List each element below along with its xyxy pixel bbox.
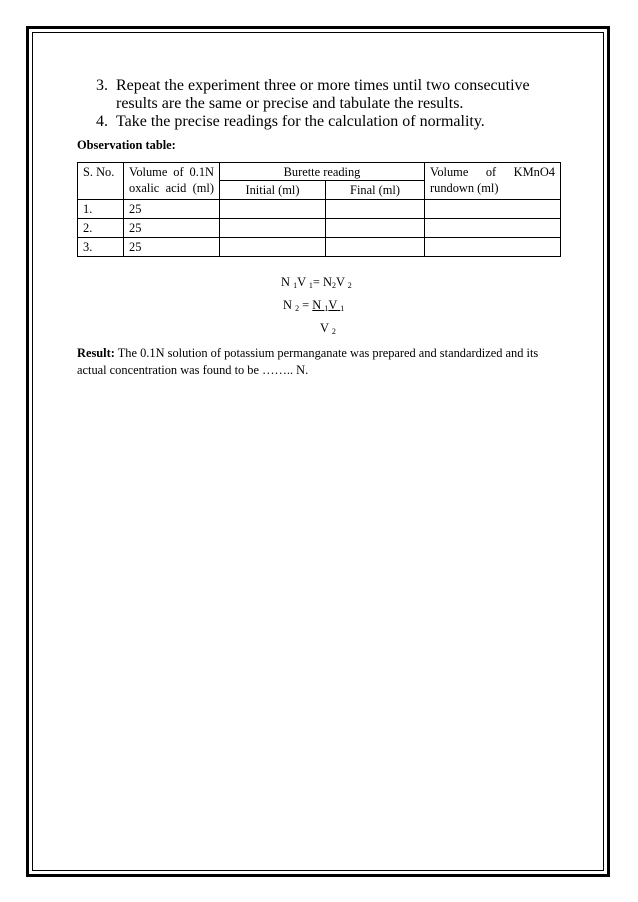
- header-sno: S. No.: [78, 163, 124, 200]
- cell-volume: 25: [124, 219, 220, 238]
- cell-final: [326, 219, 425, 238]
- cell-sno: 3.: [78, 238, 124, 257]
- page-border-inner: [32, 32, 604, 871]
- fraction-denominator: V $_2$: [320, 321, 336, 336]
- step-item: [96, 113, 562, 131]
- cell-initial: [220, 200, 326, 219]
- table-row: [78, 238, 561, 257]
- result-text: The 0.1N solution of potassium permanganate was prepared and standardized and its actual concentration was found to be …….. N.: [77, 346, 539, 377]
- step-item: [96, 77, 562, 113]
- cell-sno: 2.: [78, 219, 124, 238]
- header-volume-oxalic: Volume of 0.1N oxalic acid (ml): [124, 163, 220, 200]
- cell-rundown: [425, 219, 561, 238]
- header-burette-reading: Burette reading: [220, 163, 425, 181]
- result-label: Result:: [77, 346, 115, 360]
- procedure-steps: [96, 77, 562, 131]
- table-header-row: [78, 163, 561, 181]
- table-row: [78, 219, 561, 238]
- cell-initial: [220, 238, 326, 257]
- equation-1: N $_1$V $_1= N_2V$ $_2$: [281, 275, 352, 290]
- header-initial: Initial (ml): [220, 181, 326, 200]
- cell-rundown: [425, 238, 561, 257]
- result-paragraph: [77, 345, 561, 379]
- header-volume-kmno4: Volume of KMnO4 rundown (ml): [425, 163, 561, 200]
- table-row: [78, 200, 561, 219]
- cell-final: [326, 200, 425, 219]
- cell-volume: 25: [124, 238, 220, 257]
- cell-sno: 1.: [78, 200, 124, 219]
- cell-final: [326, 238, 425, 257]
- observation-table-title: Observation table:: [77, 138, 176, 152]
- cell-initial: [220, 219, 326, 238]
- step-number: 3.: [96, 77, 108, 94]
- step-text: Take the precise readings for the calculation of normality.: [116, 113, 485, 130]
- cell-rundown: [425, 200, 561, 219]
- header-final: Final (ml): [326, 181, 425, 200]
- cell-volume: 25: [124, 200, 220, 219]
- step-text: Repeat the experiment three or more times until two consecutive results are the same or precise and tabulate the results.: [116, 77, 530, 112]
- equation-2: N $_2$ = N $_1$V $_1$: [283, 298, 345, 313]
- observation-table: [77, 162, 561, 257]
- step-number: 4.: [96, 113, 108, 130]
- fraction-numerator: N $_1$V $_1$: [312, 298, 345, 313]
